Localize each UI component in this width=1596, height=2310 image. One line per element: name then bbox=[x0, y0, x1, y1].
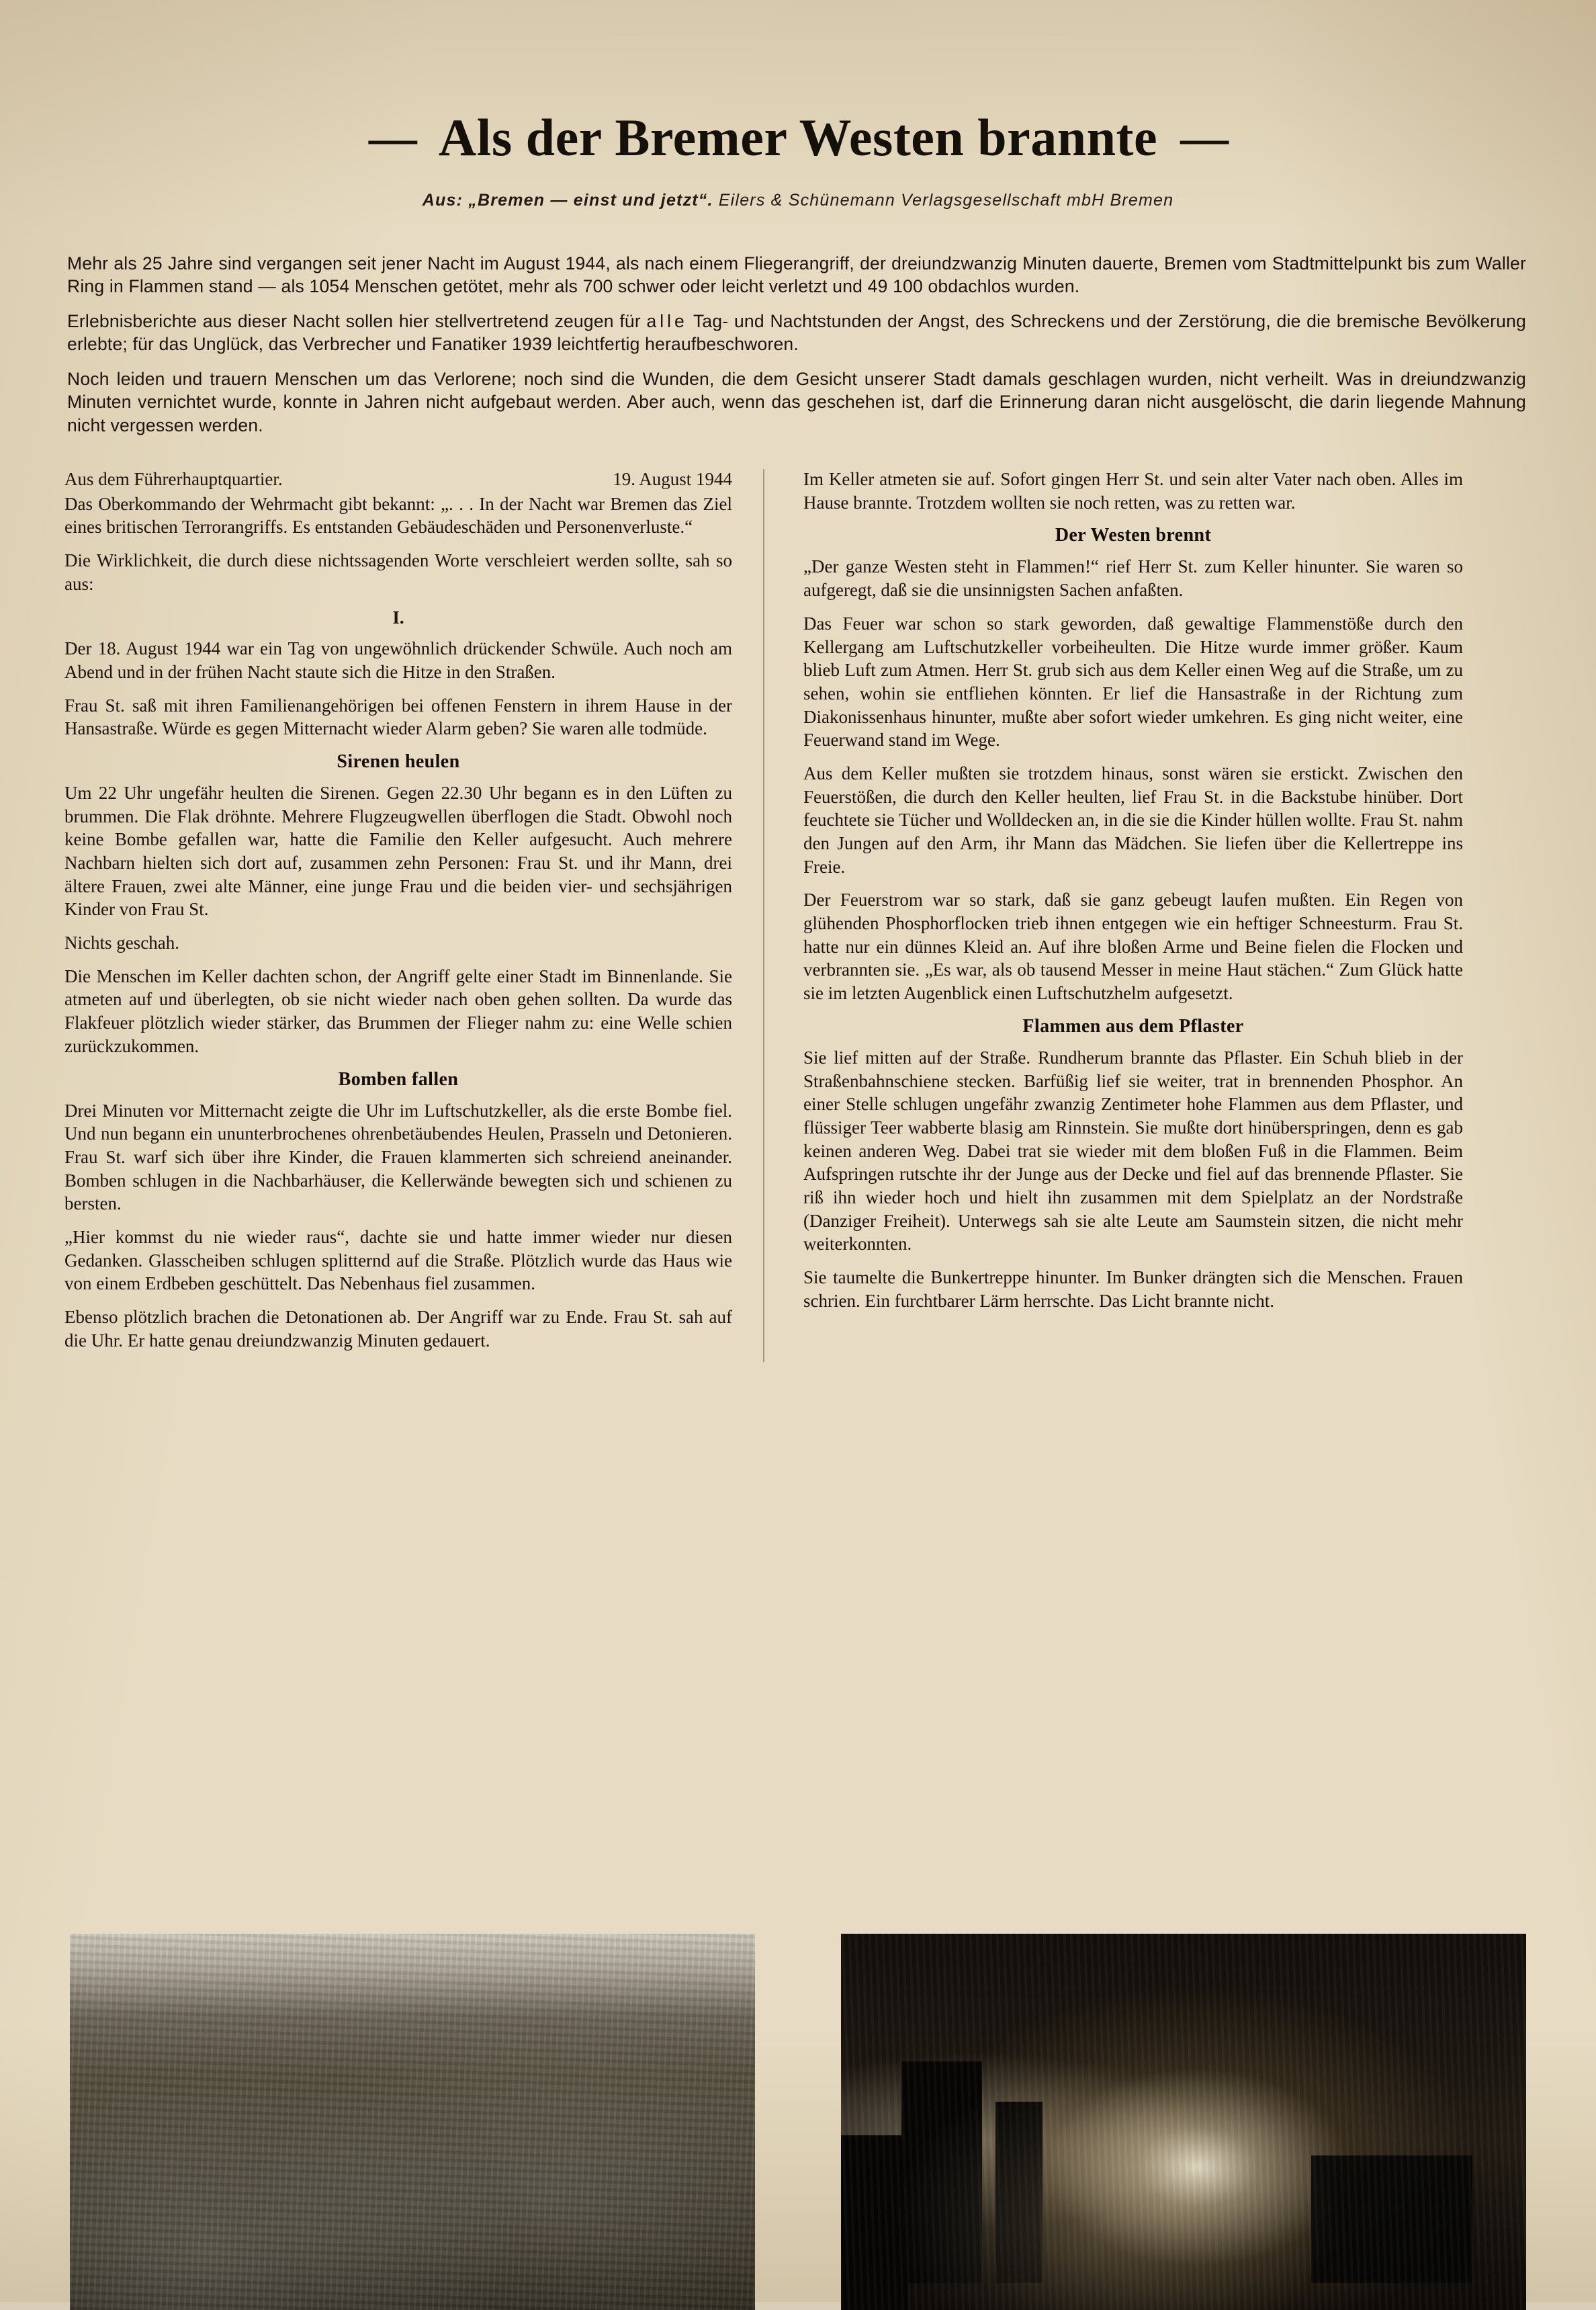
intro-paragraph-3: Noch leiden und trauern Menschen um das Verlorene; noch sind die Wunden, die dem Gesicht unserer Stadt damals geschlagen wurden, nicht verheilt. Was in dreiundzwanzig Minuten vernichtet wurde, konnte in Jahren nicht aufgebaut werden. Aber auch, wenn das geschehen ist, darf die Erinnerung daran nicht ausgelöscht, die darin liegende Mahnung nicht vergessen werden. bbox=[67, 368, 1526, 435]
left-paragraph-9: „Hier kommst du nie wieder raus“, dachte sie und hatte immer wieder nur diesen Gedanken. Glasscheiben schlugen splitternd auf die Straße. Plötzlich wurde das Haus wie von einem Erdbeben geschüttelt. Das Nebenhaus fiel zusammen. bbox=[64, 1226, 732, 1294]
title-dash-left: — bbox=[368, 111, 416, 165]
left-paragraph-3: Der 18. August 1944 war ein Tag von ungewöhnlich drückender Schwüle. Auch noch am Abend und in der frühen Nacht staute sich die Hitze in den Straßen. bbox=[64, 638, 732, 682]
source-publisher: Eilers & Schünemann Verlagsgesellschaft mbH Bremen bbox=[718, 191, 1174, 210]
building-silhouette bbox=[901, 2061, 982, 2283]
building-silhouette bbox=[995, 2102, 1043, 2283]
left-paragraph-8: Drei Minuten vor Mitternacht zeigte die Uhr im Luftschutzkeller, als die erste Bombe fiel. Und nun begann ein ununterbrochenes ohrenbetäubendes Heulen, Prasseln und Detonieren. Frau St. warf sich über ihre Kinder, die Frauen klammerten sich schreiend aneinander. Bomben schlugen in die Nachbarhäuser, die Kellerwände bewegten sich und schienen zu bersten. bbox=[64, 1100, 732, 1214]
subheading-sirenen-heulen: Sirenen heulen bbox=[337, 751, 460, 772]
intro-paragraph-2 bbox=[67, 310, 1526, 356]
building-silhouette bbox=[1311, 2155, 1472, 2283]
column-divider bbox=[763, 469, 764, 1362]
left-paragraph-7: Die Menschen im Keller dachten schon, der Angriff gelte einer Stadt im Binnenlande. Sie atmeten auf und überlegten, ob sie nicht wieder nach oben gehen sollten. Da wurde das Flakfeuer plötzlich wieder stärker, das Brummen der Flieger nahm zu: eine Welle schien zurückzukommen. bbox=[64, 966, 732, 1056]
title-dash-right: — bbox=[1180, 111, 1228, 165]
section-number-i: I. bbox=[392, 607, 404, 628]
dateline bbox=[64, 468, 732, 491]
dateline-date: 19. August 1944 bbox=[613, 469, 732, 490]
left-paragraph-10: Ebenso plötzlich brachen die Detonationen ab. Der Angriff war zu Ende. Frau St. sah auf die Uhr. Er hatte genau dreiundzwanzig Minuten gedauert. bbox=[64, 1307, 732, 1351]
intro-p2-part-a: Erlebnisberichte aus dieser Nacht sollen hier stellvertretend zeugen für bbox=[67, 310, 641, 331]
left-paragraph-1: Das Oberkommando der Wehrmacht gibt bekannt: „. . . In der Nacht war Bremen das Ziel eines britischen Terrorangriffs. Es entstanden Gebäudeschäden und Personenverluste.“ bbox=[64, 493, 732, 538]
right-paragraph-6: Sie lief mitten auf der Straße. Rundherum brannte das Pflaster. Ein Schuh blieb in der Straßenbahnschiene stecken. Barfüßig lief sie weiter, trat in brennenden Phosphor. An einer Stelle schlugen ungefähr zwanzig Zentimeter hohe Flammen aus dem Pflaster, und flüssiger Teer wabberte blasig am Rinnstein. Sie mußte dort hinüberspringen, denn es gab keinen anderen Weg. Dabei trat sie wieder mit dem bloßen Fuß in die Flammen. Beim Aufspringen rutschte ihr der Junge aus der Decke und fiel auf das brennende Pflaster. Sie riß ihn wieder hoch und hielt ihn zusammen mit dem Spielplatz an der Nordstraße (Danziger Freiheit). Unterwegs sah sie alte Leute am Saumstein sitzen, die nicht mehr weiterkonnten. bbox=[803, 1047, 1463, 1254]
subheading-flammen-aus-dem-pflaster: Flammen aus dem Pflaster bbox=[1022, 1015, 1244, 1037]
right-paragraph-2: „Der ganze Westen steht in Flammen!“ rief Herr St. zum Keller hinunter. Sie waren so aufgeregt, daß sie die unsinnigsten Sachen anfaßten. bbox=[803, 556, 1463, 601]
left-paragraph-2: Die Wirklichkeit, die durch diese nichtssagenden Worte verschleiert werden sollte, sah so aus: bbox=[64, 550, 732, 594]
article-columns bbox=[64, 468, 1532, 1362]
page-content bbox=[64, 74, 1532, 2244]
right-paragraph-3: Das Feuer war schon so stark geworden, daß gewaltige Flammenstöße durch den Kellergang am Luftschutzkeller vorbeiheulten. Die Hitze wurde immer größer. Kaum blieb Luft zum Atmen. Herr St. grub sich aus dem Keller einen Weg auf die Straße, um zu sehen, wohin sie entfliehen könnten. Er lief die Hansastraße in der Richtung zum Diakonissenhaus hinunter, mußte aber sofort wieder umkehren. Es ging nicht weiter, eine Feuerwand stand im Wege. bbox=[803, 613, 1463, 751]
intro-p2-part-b: Tag- und Nachtstunden der Angst, des Schreckens und der Zerstörung, die die bremische Bevölkerung erlebte; für das Unglück, das Verbrecher und Fanatiker 1939 leichtfertig heraufbeschworen. bbox=[67, 310, 1526, 355]
intro-block bbox=[64, 252, 1532, 437]
source-line bbox=[64, 191, 1532, 210]
left-paragraph-4: Frau St. saß mit ihren Familienangehörigen bei offenen Fenstern in ihrem Hause in der Hansastraße. Würde es gegen Mitternacht wieder Alarm geben? Sie waren alle todmüde. bbox=[64, 695, 732, 739]
left-paragraph-6: Nichts geschah. bbox=[64, 933, 179, 953]
building-silhouette bbox=[841, 2135, 908, 2310]
page-title bbox=[64, 108, 1532, 168]
right-paragraph-7: Sie taumelte die Bunkertreppe hinunter. Im Bunker drängten sich die Menschen. Frauen schrien. Ein furchtbarer Lärm herrschte. Das Licht brannte nicht. bbox=[803, 1267, 1463, 1311]
subheading-bomben-fallen: Bomben fallen bbox=[338, 1068, 459, 1090]
dateline-origin: Aus dem Führerhauptquartier. bbox=[64, 469, 283, 490]
title-text: Als der Bremer Westen brannte bbox=[438, 108, 1158, 167]
source-book: Aus: „Bremen — einst und jetzt“. bbox=[422, 191, 713, 210]
right-paragraph-4: Aus dem Keller mußten sie trotzdem hinaus, sonst wären sie erstickt. Zwischen den Feuerstößen, die durch den Keller heulten, lief Frau St. in die Backstube hinüber. Dort feuchtete sie Tücher und Wolldecken an, in die sie die Kinder hüllen wollte. Frau St. nahm den Jungen auf den Arm, ihr Mann das Mädchen. Sie liefen über die Kellertreppe ins Freie. bbox=[803, 763, 1463, 877]
photo-row bbox=[64, 1934, 1532, 2310]
subheading-der-westen-brennt: Der Westen brennt bbox=[1055, 525, 1212, 546]
right-paragraph-5: Der Feuerstrom war so stark, daß sie ganz gebeugt laufen mußten. Ein Regen von glühenden Phosphorflocken trieb ihnen entgegen wie ein heftiger Schneesturm. Frau St. hatte nur ein dünnes Kleid an. Auf ihre bloßen Arme und Beine fielen die Flocken und verbrannten sie. „Es war, als ob tausend Messer in meine Haut stächen.“ Zum Glück hatte sie im letzten Augenblick einen Luftschutzhelm aufgesetzt. bbox=[803, 890, 1463, 1004]
burning-city-photograph bbox=[841, 1934, 1526, 2310]
right-column bbox=[764, 468, 1463, 1362]
left-paragraph-5: Um 22 Uhr ungefähr heulten die Sirenen. Gegen 22.30 Uhr begann es in den Lüften zu brummen. Die Flak dröhnte. Mehrere Flugzeugwellen überflogen die Stadt. Obwohl noch keine Bombe gefallen war, hatte die Familie den Keller aufgesucht. Auch mehrere Nachbarn hielten sich dort auf, zusammen zehn Personen: Frau St. und ihr Mann, drei ältere Frauen, zwei alte Männer, eine junge Frau und die beiden vier- und sechsjährigen Kinder von Frau St. bbox=[64, 782, 732, 920]
right-paragraph-1: Im Keller atmeten sie auf. Sofort gingen Herr St. und sein alter Vater nach oben. Alles im Hause brannte. Trotzdem wollten sie noch retten, was zu retten war. bbox=[803, 469, 1463, 513]
intro-p2-emphasis: alle bbox=[646, 310, 688, 331]
ruins-photograph bbox=[70, 1934, 755, 2310]
left-column bbox=[64, 468, 763, 1362]
intro-paragraph-1: Mehr als 25 Jahre sind vergangen seit jener Nacht im August 1944, als nach einem Fliegerangriff, der dreiundzwanzig Minuten dauerte, Bremen vom Stadtmittelpunkt bis zum Waller Ring in Flammen stand — als 1054 Menschen getötet, mehr als 700 schwer oder leicht verletzt und 49 100 obdachlos wurden. bbox=[67, 253, 1526, 297]
